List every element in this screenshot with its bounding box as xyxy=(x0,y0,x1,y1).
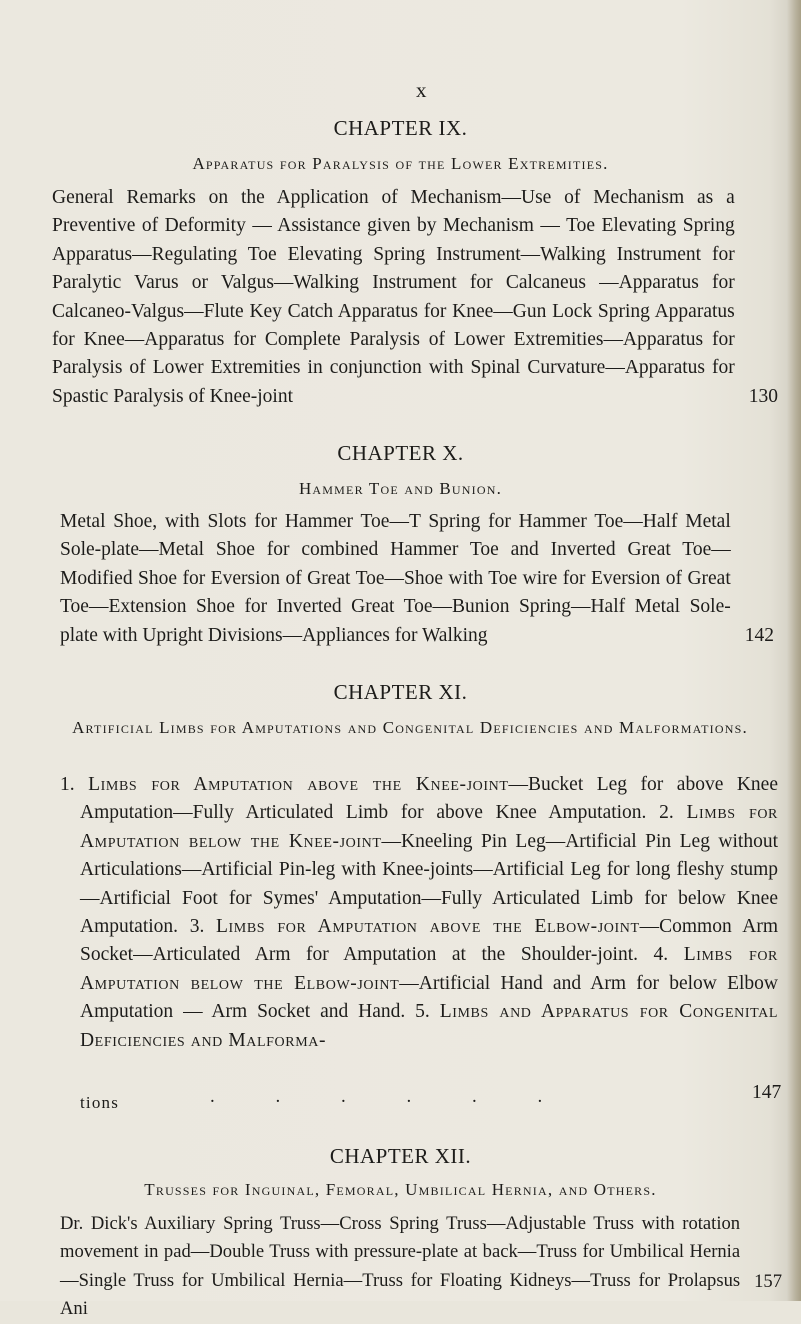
chapter-xi-heading: CHAPTER XI. xyxy=(333,680,468,704)
chapter-ix-heading: CHAPTER IX. xyxy=(333,116,468,140)
chapter-x-subtitle: Hammer Toe and Bunion. xyxy=(298,479,503,498)
page-edge xyxy=(787,0,801,1301)
chapter-xi-subtitle: Artificial Limbs for Amputations and Congenital Deficiencies and Malformations. xyxy=(72,718,748,737)
chapter-x-heading: CHAPTER X. xyxy=(337,441,464,465)
chapter-ix-contents xyxy=(52,184,778,411)
item-number: 1. xyxy=(60,774,75,795)
item-label: Limbs for Amputation above the Elbow-joint xyxy=(216,916,640,938)
item-label: Limbs and Apparatus for Congenital Deficiencies and Malforma- xyxy=(80,1001,778,1051)
item-number: 4. xyxy=(653,944,669,966)
item-number: 5. xyxy=(415,1001,430,1023)
chapter-xii-body: Dr. Dick's Auxiliary Spring Truss—Cross Spring Truss—Adjustable Truss with rotation movement in pad—Double Truss with pressure-plate at back—Truss for Umbilical Hernia—Single Truss for Umbilical Hernia—Truss for Floating Kidneys—Truss for Prolapsus Ani xyxy=(60,1213,741,1320)
item-number: 3. xyxy=(189,916,205,938)
item-label: Limbs for Amputation below the Knee-joint xyxy=(80,802,778,852)
item-text: —Bucket Leg for above Knee Amputation—Fully Articulated Limb for above Knee Amputation. xyxy=(80,774,778,824)
item-text: —Common Arm Socket—Articulated Arm for Amputation at the Shoulder-joint. xyxy=(80,916,779,966)
chapter-xi-tail: tions xyxy=(80,1093,120,1112)
chapter-xii-page: 157 xyxy=(754,1271,782,1292)
item-label: Limbs for Amputation below the Elbow-joint xyxy=(80,944,778,994)
chapter-ix-page: 130 xyxy=(748,386,778,407)
chapter-x-contents xyxy=(60,508,774,650)
chapter-ix-subtitle: Apparatus for Paralysis of the Lower Extremities. xyxy=(192,154,609,173)
chapter-xi-contents xyxy=(60,771,778,1055)
item-text: —Artificial Hand and Arm for below Elbow Amputation — Arm Socket and Hand. xyxy=(80,972,778,1023)
chapter-x-body: Metal Shoe, with Slots for Hammer Toe—T Spring for Hammer Toe—Half Metal Sole-plate—Metal Shoe for combined Hammer Toe and Inverted Great Toe—Modified Shoe for Eversion of Great Toe—Shoe with Toe wire for Eversion of Great Toe—Extension Shoe for Inverted Great Toe—Bunion Spring—Half Metal Sole-plate with Upright Divisions—Appliances for Walking xyxy=(60,511,731,646)
chapter-xii-subtitle: Trusses for Inguinal, Femoral, Umbilical Hernia, and Others. xyxy=(144,1180,657,1199)
chapter-x-page: 142 xyxy=(744,625,774,646)
chapter-ix-body: General Remarks on the Application of Mechanism—Use of Mechanism as a Preventive of Deformity — Assistance given by Mechanism — Toe Elevating Spring Apparatus—Regulating Toe Elevating Spring Instrument—Walking Instrument for Paralytic Varus or Valgus—Walking Instrument for Calcaneus —Apparatus for Calcaneo-Valgus—Flute Key Catch Apparatus for Knee—Gun Lock Spring Apparatus for Knee—Apparatus for Complete Paralysis of Lower Extremities—Apparatus for Paralysis of Lower Extremities in conjunction with Spinal Curvature—Apparatus for Spastic Paralysis of Knee-joint xyxy=(52,187,735,407)
item-label: Limbs for Amputation above the Knee-joint xyxy=(88,774,509,795)
chapter-xii-heading: CHAPTER XII. xyxy=(329,1144,472,1168)
chapter-xii-contents xyxy=(60,1210,782,1324)
item-number: 2. xyxy=(659,802,674,824)
item-text: —Kneeling Pin Leg—Artificial Pin Leg without Articulations—Artificial Pin-leg with Knee-joints—Artificial Leg for long fleshy stump—Artificial Foot for Symes' Amputation—Fully Articulated Limb for below Knee Amputation. xyxy=(80,830,778,938)
chapter-xi-page: 147 xyxy=(752,1082,782,1103)
page-folio: x xyxy=(416,78,427,102)
leader-dots: . . . . . . xyxy=(210,1086,571,1107)
